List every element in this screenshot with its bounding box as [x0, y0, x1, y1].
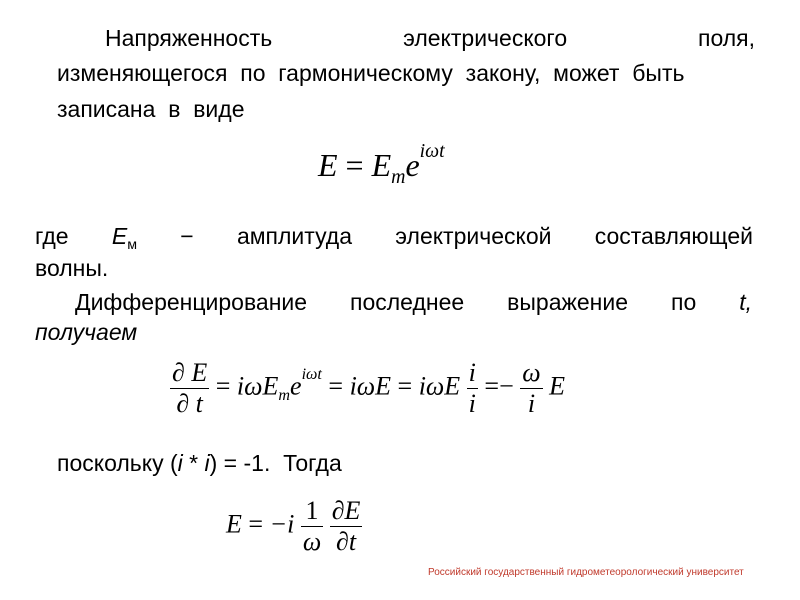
formula1-equals: =: [345, 146, 364, 183]
paragraph3-line2: получаем: [35, 319, 138, 345]
amplitude-symbol: $E_м$: [111, 223, 137, 253]
term: iωE: [349, 371, 392, 401]
word-where: где: [35, 223, 69, 249]
word: электрической: [395, 223, 552, 249]
fraction-dE-dt: $\frac{\partial E}{\partial t}$: [331, 496, 361, 556]
sup: iωt: [301, 366, 322, 384]
formula1-lhs: E: [318, 146, 338, 183]
equals: =: [248, 509, 264, 539]
paragraph3-line1: [75, 288, 752, 316]
term: iωE: [418, 371, 461, 401]
fraction-1-omega: $\frac{1}{\omega}$: [302, 496, 322, 556]
formula3-lhs: E: [226, 509, 242, 539]
word: Дифференцирование: [75, 289, 308, 315]
paragraph1-line1: [105, 24, 755, 52]
term: iωE: [236, 371, 279, 401]
formula1-base: E: [371, 146, 392, 183]
term: −i: [269, 509, 295, 539]
term: e: [290, 371, 302, 401]
sub: m: [278, 387, 291, 404]
variable-t: t,: [739, 289, 752, 315]
word: последнее: [350, 289, 465, 315]
equals: =: [484, 371, 500, 401]
minus: −: [499, 371, 514, 401]
paragraph1-line3: записана в виде: [57, 96, 245, 122]
formula1-exponent: iωt: [419, 140, 445, 162]
equals: =: [328, 371, 344, 401]
fraction-i-i: $\frac{i}{i}$: [468, 358, 476, 418]
word: поля,: [697, 25, 755, 51]
word: Напряженность: [105, 25, 273, 51]
fraction-dE-dt: $\frac{\partial E}{\partial t}$: [172, 358, 208, 418]
formula-result: [226, 496, 362, 557]
equals: =: [397, 371, 413, 401]
equals: =: [215, 371, 231, 401]
term: E: [549, 371, 565, 401]
formula1-sub: m: [391, 165, 406, 188]
paragraph1-line2: изменяющегося по гармоническому закону, может быть: [57, 60, 685, 86]
word: электрического: [403, 25, 568, 51]
paragraph2-line1: [35, 222, 753, 259]
word: по: [670, 289, 697, 315]
formula-derivative: [170, 358, 565, 419]
word: амплитуда: [236, 223, 353, 249]
paragraph2-line2: волны.: [35, 255, 109, 281]
footer-university: Российский государственный гидрометеорологический университет: [428, 567, 744, 578]
dash: −: [180, 223, 194, 249]
paragraph4: поскольку (i * i) = -1. Тогда: [57, 450, 342, 476]
fraction-omega-i: $\frac{\omega}{i}$: [522, 358, 541, 418]
formula1-exp-base: e: [405, 146, 420, 183]
word: выражение: [507, 289, 629, 315]
formula-field-harmonic: [318, 140, 445, 189]
word: составляющей: [594, 223, 753, 249]
